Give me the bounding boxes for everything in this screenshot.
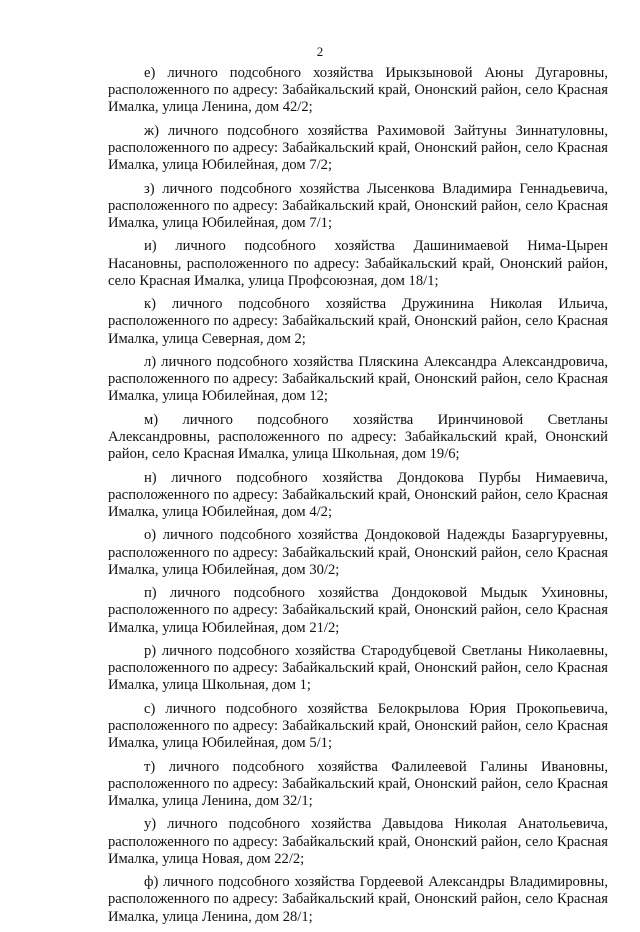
- list-item-p: п) личного подсобного хозяйства Дондоковой Мыдык Ухиновны, расположенного по адресу: Забайкальский край, Ононский район, село Красная Ималка, улица Юбилейная, дом 21/2;: [108, 585, 608, 636]
- list-item-o: о) личного подсобного хозяйства Дондоковой Надежды Базаргуруевны, расположенного по адресу: Забайкальский край, Ононский район, село Красная Ималка, улица Юбилейная, дом 30/2;: [108, 527, 608, 578]
- list-item-i: и) личного подсобного хозяйства Дашинимаевой Нима-Цырен Насановны, расположенного по адресу: Забайкальский край, Ононский район, село Красная Ималка, улица Профсоюзная, дом 18/1;: [108, 238, 608, 289]
- list-item-f: ф) личного подсобного хозяйства Гордеевой Александры Владимировны, расположенного по адресу: Забайкальский край, Ононский район, село Красная Ималка, улица Ленина, дом 28/1;: [108, 874, 608, 925]
- list-item-e: е) личного подсобного хозяйства Ирыкзыновой Аюны Дугаровны, расположенного по адресу: Забайкальский край, Ононский район, село Красная Ималка, улица Ленина, дом 42/2;: [108, 65, 608, 116]
- list-item-k: к) личного подсобного хозяйства Дружинина Николая Ильича, расположенного по адресу: Забайкальский край, Ононский район, село Красная Ималка, улица Северная, дом 2;: [108, 296, 608, 347]
- list-item-m: м) личного подсобного хозяйства Иринчиновой Светланы Александровны, расположенного по адресу: Забайкальский край, Ононский район, село Красная Ималка, улица Школьная, дом 19/6;: [108, 411, 608, 463]
- list-item-l: л) личного подсобного хозяйства Пляскина Александра Александровича, расположенного по адресу: Забайкальский край, Ононский район, село Красная Ималка, улица Юбилейная, дом 12;: [108, 353, 608, 405]
- list-item-t: т) личного подсобного хозяйства Фалилеевой Галины Ивановны, расположенного по адресу: Забайкальский край, Ононский район, село Красная Ималка, улица Ленина, дом 32/1;: [108, 758, 608, 809]
- document-body: [108, 65, 608, 932]
- list-item-r: р) личного подсобного хозяйства Стародубцевой Светланы Николаевны, расположенного по адресу: Забайкальский край, Ононский район, село Красная Ималка, улица Школьная, дом 1;: [108, 642, 608, 694]
- list-item-s: с) личного подсобного хозяйства Белокрылова Юрия Прокопьевича, расположенного по адресу: Забайкальский край, Ононский район, село Красная Ималка, улица Юбилейная, дом 5/1;: [108, 700, 608, 752]
- page-number: 2: [316, 44, 324, 59]
- list-item-z: з) личного подсобного хозяйства Лысенкова Владимира Геннадьевича, расположенного по адресу: Забайкальский край, Ононский район, село Красная Ималка, улица Юбилейная, дом 7/1;: [108, 180, 608, 231]
- list-item-n: н) личного подсобного хозяйства Дондокова Пурбы Нимаевича, расположенного по адресу: Забайкальский край, Ононский район, село Красная Ималка, улица Юбилейная, дом 4/2;: [108, 469, 608, 520]
- list-item-zh: ж) личного подсобного хозяйства Рахимовой Зайтуны Зиннатуловны, расположенного по адресу: Забайкальский край, Ононский район, село Красная Ималка, улица Юбилейная, дом 7/2;: [108, 122, 608, 174]
- list-item-u: у) личного подсобного хозяйства Давыдова Николая Анатольевича, расположенного по адресу: Забайкальский край, Ононский район, село Красная Ималка, улица Новая, дом 22/2;: [108, 816, 608, 867]
